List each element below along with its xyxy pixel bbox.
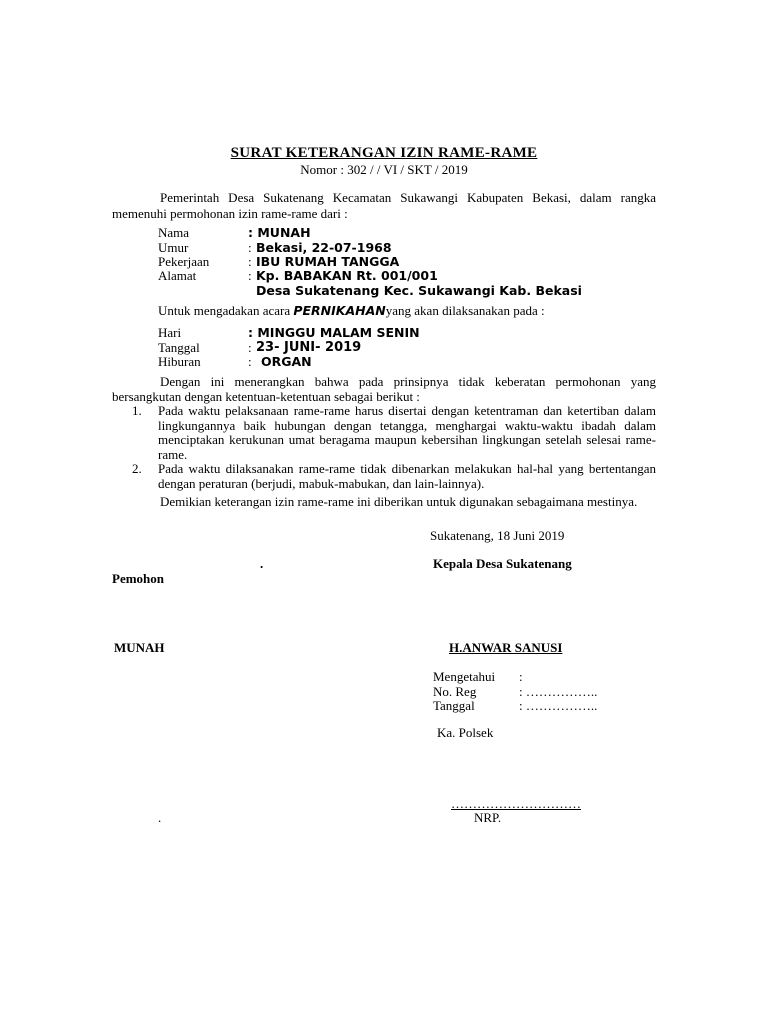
condition-item bbox=[112, 462, 656, 491]
hiburan-value: ORGAN bbox=[261, 354, 312, 369]
noreg-label: No. Reg bbox=[433, 684, 477, 699]
event-intro-before: Untuk mengadakan acara bbox=[158, 303, 294, 318]
nama-value: : MUNAH bbox=[248, 225, 311, 240]
nrp-label: NRP. bbox=[474, 810, 502, 825]
closing-paragraph: Demikian keterangan izin rame-rame ini diberikan untuk digunakan sebagaimana mestinya. bbox=[160, 494, 638, 509]
noreg-value: : …………….. bbox=[519, 684, 598, 699]
hari-value: : MINGGU MALAM SENIN bbox=[248, 325, 420, 340]
dot-marker: . bbox=[260, 556, 264, 571]
signature-line: ………………………… bbox=[451, 796, 581, 811]
village-head-title: Kepala Desa Sukatenang bbox=[433, 556, 572, 571]
applicant-title: Pemohon bbox=[112, 571, 164, 586]
pekerjaan-colon: : bbox=[248, 254, 252, 269]
document-number: Nomor : 302 / / VI / SKT / 2019 bbox=[300, 162, 468, 177]
pekerjaan-label: Pekerjaan bbox=[158, 254, 210, 269]
police-title: Ka. Polsek bbox=[437, 725, 494, 740]
condition-text: Pada waktu pelaksanaan rame-rame harus disertai dengan ketentraman dan ketertiban dalam lingkungannya baik hubungan dengan tetangga, menghargai waktu-waktu ibadah dalam menciptakan kerukunan umat beragama maupun kebersihan lingkungan setelah selesai rame-rame. bbox=[158, 403, 656, 462]
condition-number: 2. bbox=[132, 461, 142, 476]
place-date: Sukatenang, 18 Juni 2019 bbox=[430, 528, 565, 543]
conditions-list bbox=[112, 404, 656, 491]
alamat-value-line1: Kp. BABAKAN Rt. 001/001 bbox=[256, 268, 438, 283]
village-head-name: H.ANWAR SANUSI bbox=[449, 640, 563, 655]
hiburan-label: Hiburan bbox=[158, 354, 201, 369]
alamat-colon: : bbox=[248, 268, 252, 283]
condition-text: Pada waktu dilaksanakan rame-rame tidak dibenarkan melakukan hal-hal yang bertentangan dengan peraturan (berjudi, mabuk-mabukan, dan lain-lainnya). bbox=[158, 461, 656, 491]
event-name: PERNIKAHAN bbox=[293, 303, 386, 318]
tanggal-ack-label: Tanggal bbox=[433, 698, 475, 713]
document-title: SURAT KETERANGAN IZIN RAME-RAME bbox=[230, 145, 538, 161]
umur-colon: : bbox=[248, 240, 252, 255]
condition-item bbox=[112, 404, 656, 462]
event-intro-after: yang akan dilaksanakan pada : bbox=[385, 303, 545, 318]
umur-label: Umur bbox=[158, 240, 189, 255]
mengetahui-value: : bbox=[519, 669, 523, 684]
tanggal-ack-value: : …………….. bbox=[519, 698, 598, 713]
nama-label: Nama bbox=[158, 225, 190, 240]
tanggal-colon: : bbox=[248, 340, 252, 355]
tanggal-value: 23- JUNI- 2019 bbox=[256, 340, 362, 355]
mengetahui-label: Mengetahui bbox=[433, 669, 496, 684]
hiburan-colon: : bbox=[248, 354, 252, 369]
applicant-name: MUNAH bbox=[114, 640, 165, 655]
tanggal-label: Tanggal bbox=[158, 340, 200, 355]
condition-number: 1. bbox=[132, 403, 142, 418]
event-intro bbox=[158, 303, 545, 319]
dot-marker-2: . bbox=[158, 810, 162, 825]
opening-paragraph: Pemerintah Desa Sukatenang Kecamatan Sukawangi Kabupaten Bekasi, dalam rangka memenuhi permohonan izin rame-rame dari : bbox=[112, 190, 656, 221]
alamat-label: Alamat bbox=[158, 268, 197, 283]
hari-label: Hari bbox=[158, 325, 182, 340]
pekerjaan-value: IBU RUMAH TANGGA bbox=[256, 254, 400, 269]
alamat-value-line2: Desa Sukatenang Kec. Sukawangi Kab. Bekasi bbox=[256, 283, 582, 298]
umur-value: Bekasi, 22-07-1968 bbox=[256, 240, 392, 255]
statement-paragraph: Dengan ini menerangkan bahwa pada prinsipnya tidak keberatan permohonan yang bersangkutan dengan ketentuan-ketentuan sebagai berikut : bbox=[112, 374, 656, 404]
